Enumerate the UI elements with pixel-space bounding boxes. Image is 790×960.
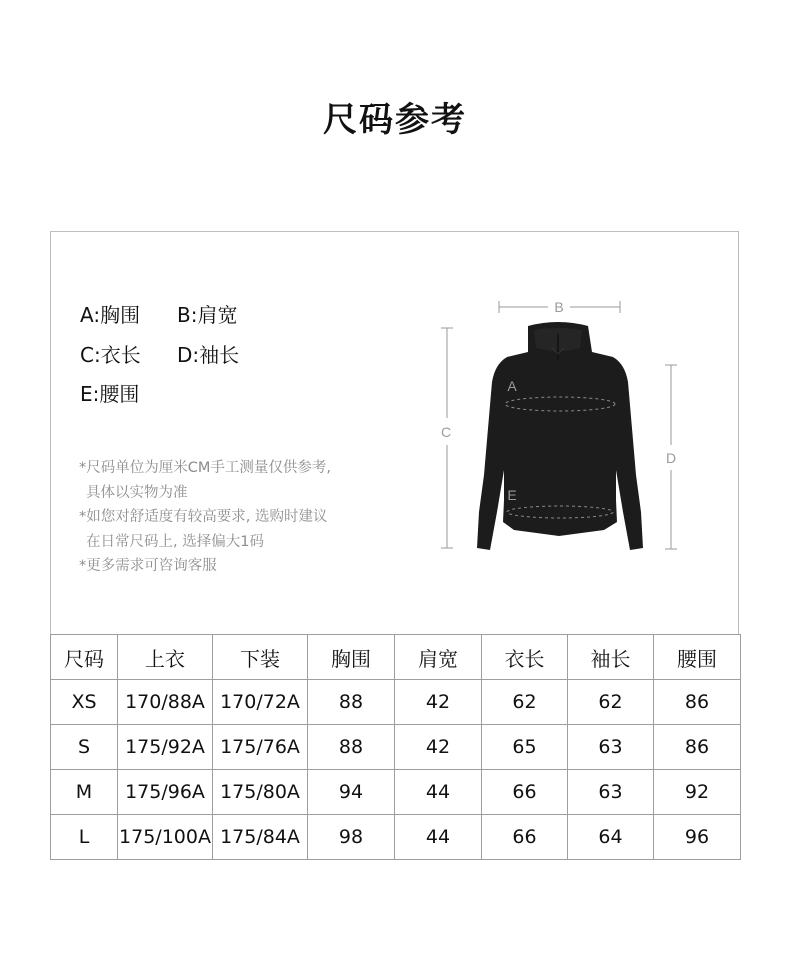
cell-length: 65 xyxy=(482,725,568,770)
cell-waist: 86 xyxy=(654,680,741,725)
legend-length: C:衣长 xyxy=(80,343,141,367)
header-bottom: 下装 xyxy=(213,635,308,680)
cell-size: XS xyxy=(51,680,118,725)
table-row xyxy=(51,725,741,770)
note-line: 具体以实物为准 xyxy=(86,484,188,501)
legend-chest: A:胸围 xyxy=(80,303,141,327)
header-sleeve: 袖长 xyxy=(568,635,654,680)
cell-top: 175/92A xyxy=(118,725,213,770)
cell-shoulder: 42 xyxy=(395,680,482,725)
cell-bottom: 175/76A xyxy=(213,725,308,770)
note-line: *如您对舒适度有较高要求, 选购时建议 xyxy=(79,509,328,525)
note-line: *更多需求可咨询客服 xyxy=(79,558,217,574)
cell-chest: 94 xyxy=(308,770,395,815)
cell-length: 62 xyxy=(482,680,568,725)
cell-bottom: 170/72A xyxy=(213,680,308,725)
cell-size: L xyxy=(51,815,118,860)
cell-chest: 88 xyxy=(308,725,395,770)
size-chart-table xyxy=(50,634,741,860)
header-waist: 腰围 xyxy=(654,635,741,680)
cell-sleeve: 63 xyxy=(568,770,654,815)
cell-chest: 98 xyxy=(308,815,395,860)
cell-sleeve: 63 xyxy=(568,725,654,770)
table-row xyxy=(51,680,741,725)
cell-size: S xyxy=(51,725,118,770)
cell-sleeve: 62 xyxy=(568,680,654,725)
header-top: 上衣 xyxy=(118,635,213,680)
cell-waist: 86 xyxy=(654,725,741,770)
cell-bottom: 175/80A xyxy=(213,770,308,815)
table-row xyxy=(51,770,741,815)
header-size: 尺码 xyxy=(51,635,118,680)
cell-shoulder: 44 xyxy=(395,815,482,860)
cell-bottom: 175/84A xyxy=(213,815,308,860)
cell-waist: 92 xyxy=(654,770,741,815)
cell-top: 175/96A xyxy=(118,770,213,815)
table-header-row xyxy=(51,635,741,680)
page-title: 尺码参考 xyxy=(323,100,467,140)
cell-size: M xyxy=(51,770,118,815)
header-shoulder: 肩宽 xyxy=(395,635,482,680)
legend-shoulder: B:肩宽 xyxy=(177,303,238,327)
cell-sleeve: 64 xyxy=(568,815,654,860)
note-line: 在日常尺码上, 选择偏大1码 xyxy=(86,533,264,550)
label-c: C xyxy=(440,424,452,440)
legend-waist: E:腰围 xyxy=(80,382,140,406)
label-a: A xyxy=(507,378,517,394)
size-notes xyxy=(79,456,331,579)
hoodie-icon xyxy=(477,322,643,550)
header-length: 衣长 xyxy=(482,635,568,680)
table-row xyxy=(51,815,741,860)
cell-shoulder: 44 xyxy=(395,770,482,815)
cell-top: 170/88A xyxy=(118,680,213,725)
cell-top: 175/100A xyxy=(118,815,213,860)
label-d: D xyxy=(665,450,677,466)
legend-sleeve: D:袖长 xyxy=(177,343,240,367)
cell-length: 66 xyxy=(482,770,568,815)
hoodie-diagram xyxy=(430,290,700,560)
label-b: B xyxy=(554,299,564,315)
cell-chest: 88 xyxy=(308,680,395,725)
note-line: *尺码单位为厘米CM手工测量仅供参考, xyxy=(79,460,331,476)
header-chest: 胸围 xyxy=(308,635,395,680)
cell-length: 66 xyxy=(482,815,568,860)
cell-waist: 96 xyxy=(654,815,741,860)
label-e: E xyxy=(507,487,517,503)
cell-shoulder: 42 xyxy=(395,725,482,770)
